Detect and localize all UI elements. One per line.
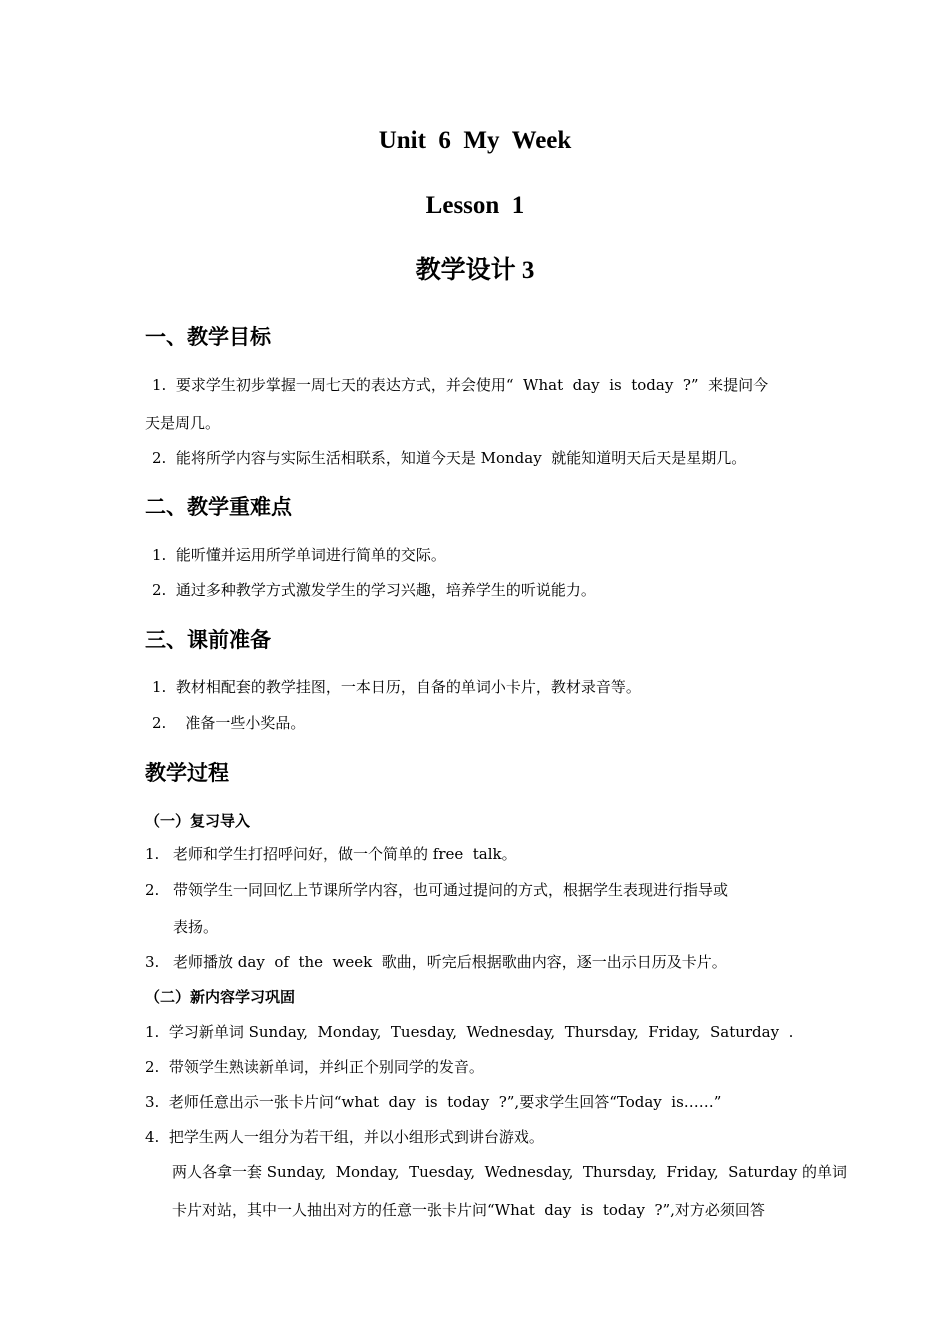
- unit-title: Unit 6 My Week: [378, 127, 572, 154]
- section1-heading: 一、教学目标: [145, 324, 271, 349]
- part2-item2: 2. 带领学生熟读新单词，并纠正个别同学的发音。: [145, 1058, 484, 1076]
- part1-item2-num: 2.: [145, 881, 160, 899]
- section1-item1-line2: 天是周几。: [145, 414, 221, 432]
- part2-item4: 4. 把学生两人一组分为若干组，并以小组形式到讲台游戏。: [145, 1128, 544, 1146]
- part1-item1-num: 1.: [145, 845, 160, 863]
- part2-para-line2: 卡片对站，其中一人抽出对方的任意一张卡片问“What day is today ?”,对方必须回答: [172, 1201, 765, 1219]
- process-heading: 教学过程: [145, 760, 229, 785]
- part2-item1: 1. 学习新单词 Sunday, Monday, Tuesday, Wednesday, Thursday, Friday, Saturday .: [145, 1023, 794, 1041]
- section2-heading: 二、教学重难点: [145, 494, 292, 519]
- part1-item2-line1: 带领学生一同回忆上节课所学内容，也可通过提问的方式，根据学生表现进行指导或: [173, 881, 729, 899]
- part2-item3: 3. 老师任意出示一张卡片问“what day is today ?”,要求学生回答“Today is……”: [145, 1093, 722, 1111]
- lesson-title: Lesson 1: [425, 192, 525, 219]
- section3-heading: 三、课前准备: [145, 627, 271, 652]
- part1-item2-line2: 表扬。: [173, 918, 219, 936]
- part1-item1: 老师和学生打招呼问好，做一个简单的 free talk。: [173, 845, 517, 863]
- part1-heading: （一）复习导入: [145, 812, 251, 830]
- part1-item3-num: 3.: [145, 953, 160, 971]
- part1-item3: 老师播放 day of the week 歌曲，听完后根据歌曲内容，逐一出示日历及卡片。: [173, 953, 727, 971]
- section3-item2: 2. 准备一些小奖品。: [152, 714, 306, 732]
- section2-item2: 2. 通过多种教学方式激发学生的学习兴趣，培养学生的听说能力。: [152, 581, 596, 599]
- section1-item1-line1: 1. 要求学生初步掌握一周七天的表达方式，并会使用“ What day is today ?” 来提问今: [152, 376, 769, 394]
- part2-para-line1: 两人各拿一套 Sunday, Monday, Tuesday, Wednesday, Thursday, Friday, Saturday 的单词: [172, 1163, 847, 1181]
- section2-item1: 1. 能听懂并运用所学单词进行简单的交际。: [152, 546, 446, 564]
- section1-item2: 2. 能将所学内容与实际生活相联系，知道今天是 Monday 就能知道明天后天是星期几。: [152, 449, 747, 467]
- part2-heading: （二）新内容学习巩固: [145, 988, 296, 1006]
- section3-item1: 1. 教材相配套的教学挂图，一本日历，自备的单词小卡片，教材录音等。: [152, 678, 641, 696]
- design-title: 教学设计 3: [415, 257, 535, 284]
